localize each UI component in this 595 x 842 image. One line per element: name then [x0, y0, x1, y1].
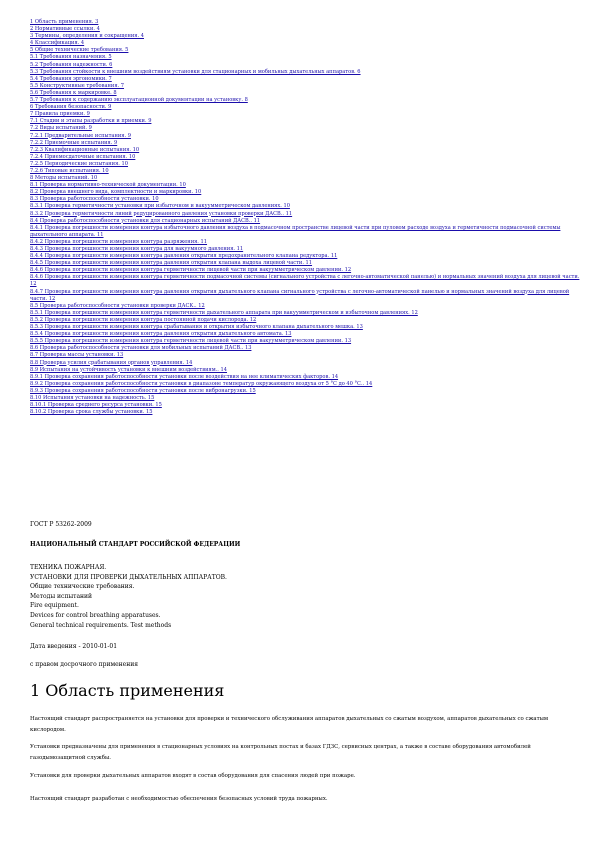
toc-entry: [30, 33, 582, 40]
toc-link[interactable]: 4 Классификация. 4: [30, 40, 85, 47]
title-line: ТЕХНИКА ПОЖАРНАЯ.: [30, 564, 107, 571]
toc-link[interactable]: 8.4.6 Проверка погрешности измерения контура герметичности лицевой части при вакуумметрическом давлении. 12: [30, 267, 352, 274]
toc-link[interactable]: 8.4.6 Проверка погрешности измерения контура герметичности подмасочной системы (сигнального устройства с легочно-автоматической панелью) и нормальных значений воздуха для лицевой части. 12: [30, 274, 580, 288]
toc-entry: [30, 388, 582, 395]
toc-entry: [30, 83, 582, 90]
toc-link[interactable]: 8.4.2 Проверка погрешности измерения контура разряжения. 11: [30, 238, 208, 245]
toc-entry: [30, 345, 582, 352]
toc-entry: [30, 62, 582, 69]
toc-entry: [30, 104, 582, 111]
scope-paragraph: Установки для проверки дыхательных аппаратов входят в состав оборудования для спасения людей при пожаре.: [30, 773, 356, 779]
toc-link[interactable]: 8.4.1 Проверка погрешности измерения контура избыточного давления воздуха в подмасочном пространстве лицевой части при пуловом расходе воздуха и герметичности подмасочной системы дыхательного аппарата. 11: [30, 224, 561, 238]
toc-entry: [30, 76, 582, 83]
scope-paragraph: Установки предназначены для применения в стационарных условиях на контрольных постах и базах ГДЗС, сервисных центрах, а также в составе оборудования автомобилей газодымозащитной службы.: [30, 744, 531, 761]
toc-entry: [30, 303, 582, 310]
toc-link[interactable]: 8.5.5 Проверка погрешности измерения контура герметичности лицевой части при вакуумметрическом давлении. 13: [30, 338, 352, 345]
toc-entry: [30, 47, 582, 54]
introduction-date: Дата введения - 2010-01-01: [30, 643, 118, 650]
toc-entry: [30, 253, 582, 260]
toc-link[interactable]: 6 Требования безопасности. 9: [30, 104, 112, 111]
toc-entry: [30, 289, 582, 303]
title-line: Devices for control breathing apparatuses.: [30, 611, 161, 619]
toc-entry: [30, 317, 582, 324]
toc-entry: [30, 69, 582, 76]
toc-link[interactable]: 8.3 Проверка работоспособности установки. 10: [30, 196, 159, 203]
toc-link[interactable]: 5.1 Требования назначения. 5: [30, 54, 112, 61]
title-line: УСТАНОВКИ ДЛЯ ПРОВЕРКИ ДЫХАТЕЛЬНЫХ АППАРАТОВ.: [30, 573, 227, 581]
toc-entry: [30, 154, 582, 161]
document-title-block: [30, 563, 570, 630]
toc-link[interactable]: 7.2.1 Предварительные испытания. 9: [30, 132, 131, 139]
toc-entry: [30, 140, 582, 147]
toc-entry: [30, 19, 582, 26]
toc-link[interactable]: 7.2.6 Типовые испытания. 10: [30, 167, 109, 174]
toc-link[interactable]: 8.10.2 Проверка срока службы установки. 15: [30, 409, 153, 416]
toc-entry: [30, 352, 582, 359]
toc-entry: [30, 97, 582, 104]
toc-entry: [30, 218, 582, 225]
toc-link[interactable]: 1 Область применения. 3: [30, 19, 99, 25]
toc-link[interactable]: 8.10 Испытания установки на надежность. 15: [30, 394, 155, 401]
toc-link[interactable]: 8.5 Проверка работоспособности установки проверки ДАСК.. 12: [30, 302, 205, 309]
toc-entry: [30, 324, 582, 331]
toc-link[interactable]: 8.3.2 Проверка герметичности линий редуцированного давления установки проверки ДАСВ.. 11: [30, 210, 293, 217]
toc-entry: [30, 331, 582, 338]
toc-entry: [30, 147, 582, 154]
toc-link[interactable]: 8.9 Испытания на устойчивость установки к внешним воздействиям.. 14: [30, 366, 228, 373]
toc-link[interactable]: 8.7 Проверка массы установки. 13: [30, 352, 124, 359]
toc-entry: [30, 133, 582, 140]
toc-link[interactable]: 5.6 Требования к маркировке. 8: [30, 89, 117, 96]
scope-paragraph: Настоящий стандарт распространяется на установки для проверки и технического обслуживания аппаратов дыхательных со сжатым воздухом, аппаратов дыхательных со сжатым кислородом.: [30, 716, 549, 733]
toc-link[interactable]: 7.2.2 Приемочные испытания. 9: [30, 139, 118, 146]
toc-entry: [30, 225, 582, 239]
standard-heading: НАЦИОНАЛЬНЫЙ СТАНДАРТ РОССИЙСКОЙ ФЕДЕРАЦИИ: [30, 541, 241, 548]
toc-entry: [30, 381, 582, 388]
toc-entry: [30, 54, 582, 61]
toc-link[interactable]: 7.1 Стадии и этапы разработки и приемки. 9: [30, 118, 152, 125]
toc-link[interactable]: 7.2.5 Периодические испытания. 10: [30, 160, 129, 167]
toc-entry: [30, 161, 582, 168]
title-line: Fire equipment.: [30, 602, 79, 610]
toc-entry: [30, 395, 582, 402]
toc-link[interactable]: 8.4.3 Проверка погрешности измерения контура для вакуумного давления. 11: [30, 246, 244, 252]
toc-link[interactable]: 8.8 Проверка усилия срабатывания органов управления. 14: [30, 359, 193, 366]
toc-link[interactable]: 8.9.2 Проверка сохранения работоспособности установки в диапазоне температур окружающего воздуха от 5 °С до 40 °С.. 14: [30, 380, 373, 387]
toc-entry: [30, 168, 582, 175]
toc-link[interactable]: 8.5.1 Проверка погрешности измерения контура герметичности дыхательного аппарата при вакуумметрическом и избыточном давлениях. 12: [30, 309, 418, 316]
toc-entry: [30, 211, 582, 218]
toc-link[interactable]: 2 Нормативные ссылки. 4: [30, 26, 100, 33]
toc-link[interactable]: 8.4.5 Проверка погрешности измерения контура давления открытия клапана выдоха лицевой части. 11: [30, 260, 313, 267]
toc-link[interactable]: 7.2.4 Приемосдаточные испытания. 10: [30, 153, 136, 160]
toc-link[interactable]: 8.3.1 Проверка герметичности установки при избыточном и вакуумметрическом давлениях. 10: [30, 203, 290, 210]
toc-entry: [30, 409, 582, 416]
toc-link[interactable]: 5.7 Требования к содержанию эксплуатационной документации на установку. 8: [30, 97, 248, 104]
toc-link[interactable]: 8.2 Проверка внешнего вида, комплектности и маркировки. 10: [30, 189, 202, 196]
toc-link[interactable]: 8.1 Проверка нормативно-технической документации. 10: [30, 182, 186, 189]
toc-link[interactable]: 5.2 Требования надежности. 6: [30, 61, 113, 68]
toc-link[interactable]: 8.9.1 Проверка сохранения работоспособности установки после воздействия на нее климатических факторов. 14: [30, 373, 339, 380]
toc-entry: [30, 246, 582, 253]
scope-paragraph: Настоящий стандарт разработан с необходимостью обеспечения безопасных условий труда пожарных.: [30, 796, 328, 802]
toc-link[interactable]: 7.2.3 Квалификационные испытания. 10: [30, 146, 140, 153]
toc-link[interactable]: 8.5.2 Проверка погрешности измерения контура постоянной подачи кислорода. 12: [30, 316, 257, 323]
title-line: General technical requirements. Test methods: [30, 621, 172, 629]
toc-entry: [30, 182, 582, 189]
title-line: Методы испытаний: [30, 592, 93, 600]
toc-entry: [30, 90, 582, 97]
toc-entry: [30, 125, 582, 132]
toc-link[interactable]: 5.3 Требования стойкости к внешним воздействиям установки для стационарных и мобильных дыхательных аппаратов. 6: [30, 68, 361, 75]
toc-link[interactable]: 8.10.1 Проверка среднего ресурса установки. 15: [30, 402, 162, 409]
table-of-contents: [30, 19, 582, 416]
toc-link[interactable]: 8.5.4 Проверка погрешности измерения контура давления открытия дыхательного автомата. 13: [30, 331, 292, 338]
toc-entry: [30, 310, 582, 317]
toc-link[interactable]: 8 Методы испытаний. 10: [30, 175, 98, 182]
toc-entry: [30, 274, 582, 288]
toc-entry: [30, 239, 582, 246]
toc-entry: [30, 367, 582, 374]
toc-entry: [30, 360, 582, 367]
toc-link[interactable]: 8.9.3 Проверка сохранения работоспособности установки после вибронагрузки. 15: [30, 387, 256, 394]
toc-link[interactable]: 5.4 Требования эргономики. 7: [30, 75, 112, 82]
section-heading: 1 Область применения: [30, 681, 225, 700]
toc-entry: [30, 118, 582, 125]
toc-link[interactable]: 5.5 Конструктивные требования. 7: [30, 82, 125, 89]
early-application-note: с правом досрочного применения: [30, 661, 138, 668]
gost-number: ГОСТ Р 53262-2009: [30, 521, 92, 528]
toc-entry: [30, 175, 582, 182]
toc-link[interactable]: 5 Общие технические требования. 5: [30, 47, 129, 54]
toc-link[interactable]: 3 Термины, определения и сокращения. 4: [30, 33, 144, 40]
toc-link[interactable]: 8.4 Проверка работоспособности установки для стационарных испытаний ДАСВ.. 11: [30, 217, 261, 224]
toc-link[interactable]: 7 Правила приемки. 9: [30, 111, 90, 118]
toc-link[interactable]: 8.4.7 Проверка погрешности измерения контура давления открытия дыхательного клапана сигнального устройства с легочно-автоматической панелью и нормальных значений воздуха для лицевой части. 12: [30, 288, 570, 302]
toc-entry: [30, 26, 582, 33]
toc-entry: [30, 374, 582, 381]
toc-entry: [30, 203, 582, 210]
toc-link[interactable]: 8.5.3 Проверка погрешности измерения контура срабатывания и открытия избыточного клапана дыхательного мешка. 13: [30, 324, 363, 331]
title-line: Общие технические требования.: [30, 583, 135, 591]
toc-link[interactable]: 7.2 Виды испытаний. 9: [30, 125, 92, 132]
toc-link[interactable]: 8.4.4 Проверка погрешности измерения контура давления открытия предохранительного клапана редуктора. 11: [30, 253, 338, 260]
toc-link[interactable]: 8.6 Проверка работоспособности установки для мобильных испытаний ДАСВ.. 13: [30, 345, 252, 352]
toc-entry: [30, 260, 582, 267]
